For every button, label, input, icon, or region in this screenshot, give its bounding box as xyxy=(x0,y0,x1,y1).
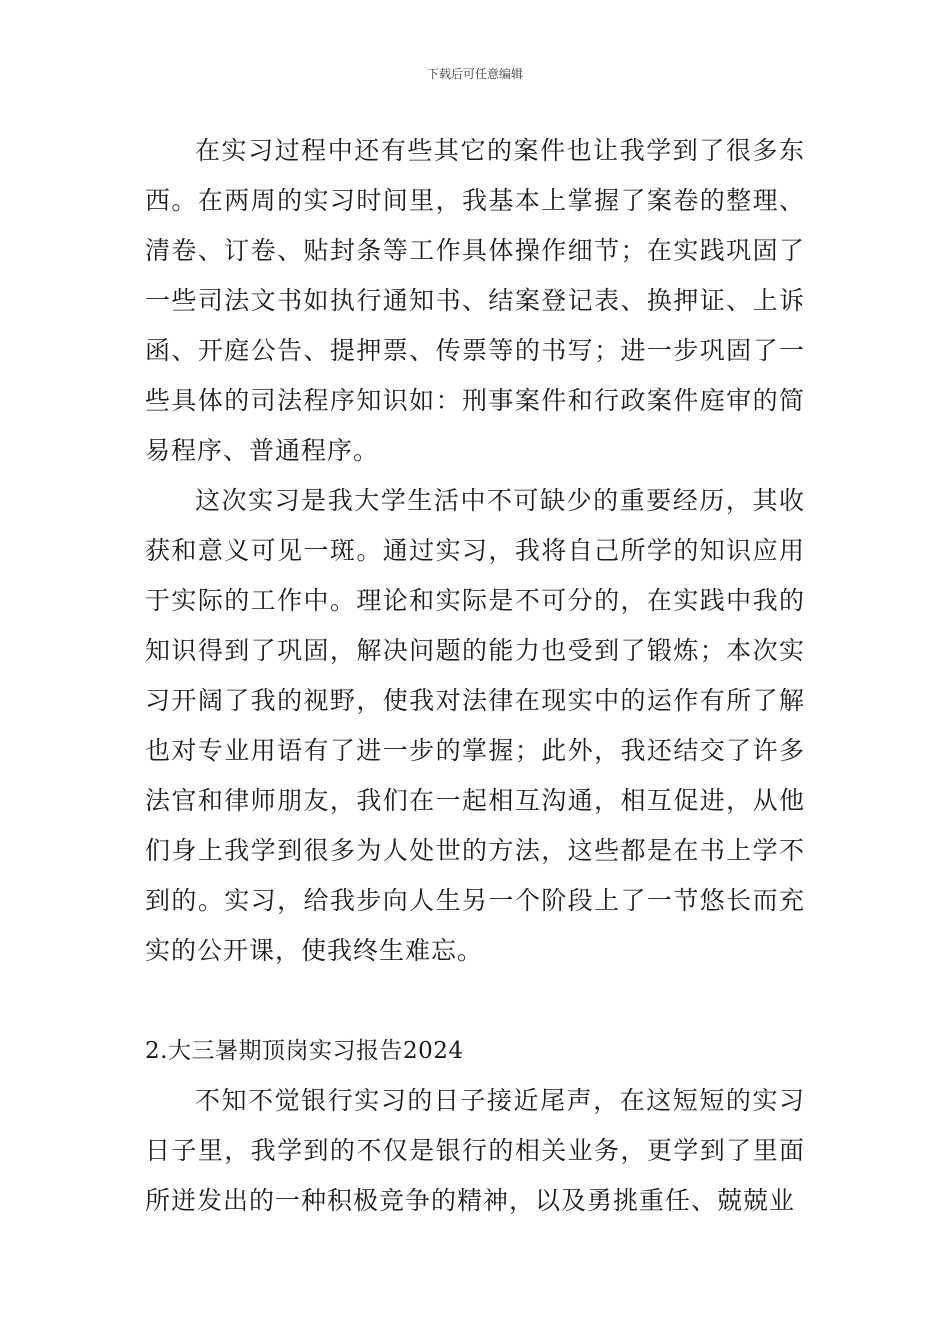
paragraph-internship-reflection: 这次实习是我大学生活中不可缺少的重要经历，其收获和意义可见一斑。通过实习，我将自己所学的知识应用于实际的工作中。理论和实际是不可分的，在实践中我的知识得到了巩固，解决问题的能力也受到了锻炼；本次实习开阔了我的视野，使我对法律在现实中的运作有所了解也对专业用语有了进一步的掌握；此外，我还结交了许多法官和律师朋友，我们在一起相互沟通，相互促进，从他们身上我学到很多为人处世的方法，这些都是在书上学不到的。实习，给我步向人生另一个阶段上了一节悠长而充实的公开课，使我终生难忘。 xyxy=(145,486,805,965)
paragraph-bank-internship: 不知不觉银行实习的日子接近尾声，在这短短的实习日子里，我学到的不仅是银行的相关业务，更学到了里面所迸发出的一种积极竞争的精神，以及勇挑重任、兢兢业 xyxy=(145,1086,805,1215)
document-body xyxy=(145,126,805,1226)
header-note: 下载后可任意编辑 xyxy=(426,67,523,81)
paragraph-internship-cases: 在实习过程中还有些其它的案件也让我学到了很多东西。在两周的实习时间里，我基本上掌握了案卷的整理、清卷、订卷、贴封条等工作具体操作细节；在实践巩固了一些司法文书如执行通知书、结案登记表、换押证、上诉函、开庭公告、提押票、传票等的书写；进一步巩固了一些具体的司法程序知识如：刑事案件和行政案件庭审的简易程序、普通程序。 xyxy=(145,136,805,465)
section-heading: 2.大三暑期顶岗实习报告2024 xyxy=(145,1038,464,1064)
